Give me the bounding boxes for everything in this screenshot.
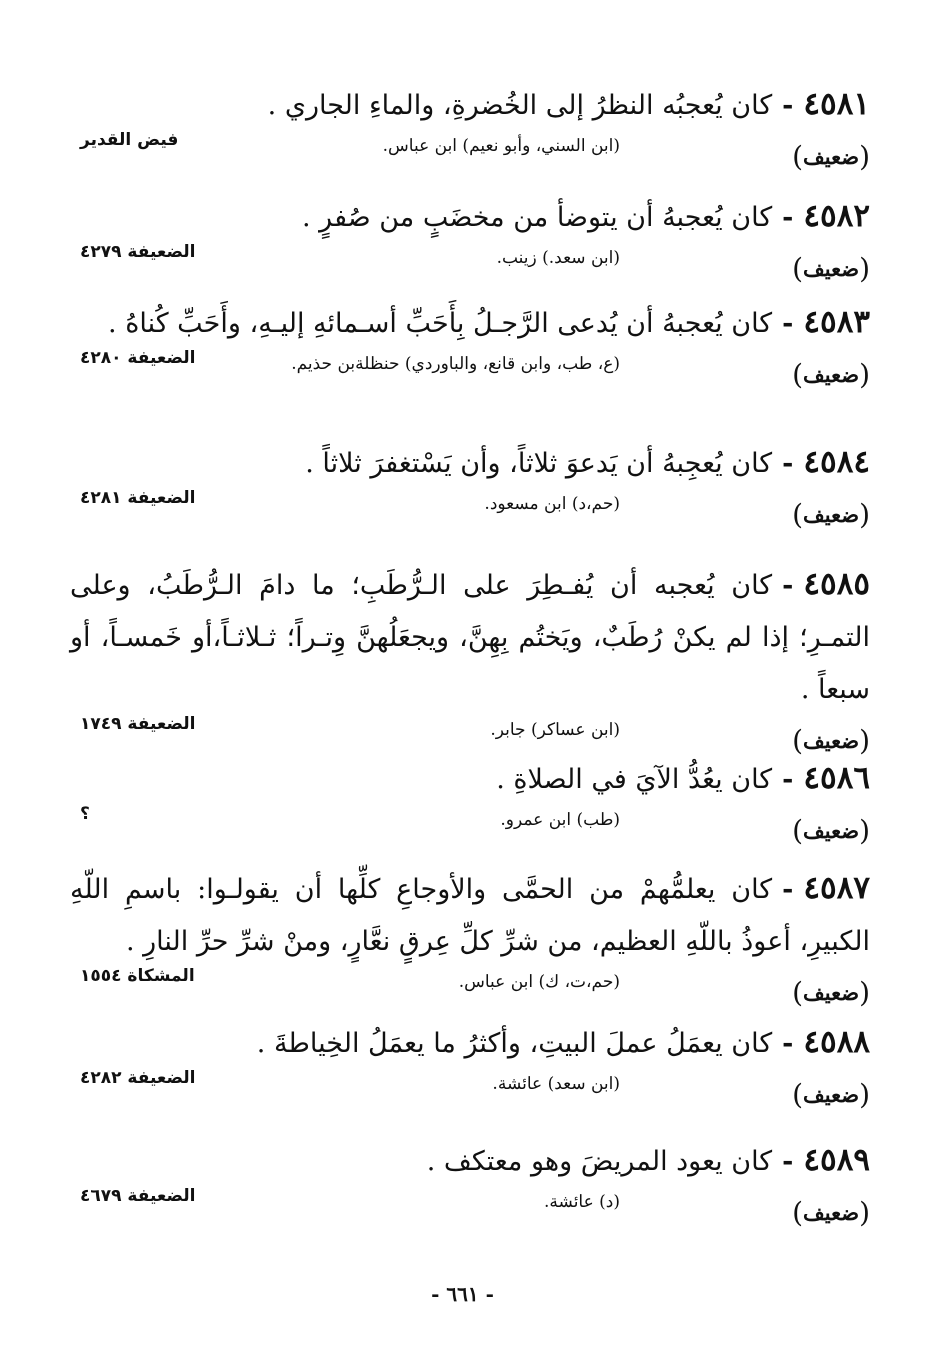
- source-citation: (حم،ت، ك) ابن عباس.: [458, 972, 620, 992]
- number-dash: -: [782, 308, 794, 339]
- hadith-text: كان يعود المريضَ وهو معتكف .: [426, 1146, 773, 1177]
- hadith-entry: [70, 752, 870, 856]
- number-dash: -: [782, 874, 794, 905]
- number-dash: -: [782, 90, 794, 121]
- grade-text: ضعيف: [803, 1082, 860, 1107]
- hadith-entry: [70, 78, 870, 182]
- reference-note: الضعيفة ١٧٤٩: [80, 714, 196, 734]
- hadith-text-block: [70, 78, 870, 132]
- grade-label: (ضعيف): [792, 252, 870, 285]
- grade-label: (ضعيف): [792, 1196, 870, 1229]
- grade-label: (ضعيف): [792, 724, 870, 757]
- hadith-number: ٤٥٨٥: [803, 566, 870, 602]
- grade-text: ضعيف: [803, 980, 860, 1005]
- hadith-number: ٤٥٨٨: [803, 1024, 870, 1060]
- grade-text: ضعيف: [803, 728, 860, 753]
- source-row: [70, 348, 870, 400]
- hadith-text: كان يُعجِبهُ أن يَدعوَ ثلاثاً، وأن يَسْتغفرَ ثلاثاً .: [305, 448, 773, 479]
- hadith-entry: [70, 190, 870, 294]
- source-row: [70, 1186, 870, 1238]
- source-row: [70, 242, 870, 294]
- hadith-text: كان يُعجبهُ أن يُدعى الرَّجـلُ بِأَحَبِّ أسـمائهِ إليـهِ، وأَحَبِّ كُناهُ .: [108, 308, 773, 339]
- hadith-entry: [70, 862, 870, 1018]
- hadith-number: ٤٥٨٧: [803, 870, 870, 906]
- source-citation: (ابن السني، وأبو نعيم) ابن عباس.: [382, 136, 620, 156]
- reference-note: الضعيفة ٤٢٧٩: [80, 242, 196, 262]
- page-number: - ٦٦١ -: [431, 1282, 494, 1306]
- number-dash: -: [782, 764, 794, 795]
- reference-note: فيض القدير: [80, 130, 179, 150]
- hadith-text-block: [70, 190, 870, 244]
- hadith-text-block: [70, 1134, 870, 1188]
- grade-label: (ضعيف): [792, 140, 870, 173]
- hadith-text-block: [70, 1016, 870, 1070]
- hadith-number: ٤٥٨٩: [803, 1142, 870, 1178]
- reference-note: الضعيفة ٤٢٨٢: [80, 1068, 196, 1088]
- hadith-number: ٤٥٨٣: [803, 304, 870, 340]
- hadith-text: كان يُعجبُه النظرُ إلى الخُضرةِ، والماءِ الجاري .: [267, 90, 773, 121]
- grade-text: ضعيف: [803, 1200, 860, 1225]
- source-citation: (حم،د) ابن مسعود.: [484, 494, 620, 514]
- grade-text: ضعيف: [803, 144, 860, 169]
- hadith-text-block: [70, 862, 870, 968]
- number-dash: -: [782, 570, 794, 601]
- hadith-number: ٤٥٨٢: [803, 198, 870, 234]
- reference-note: الضعيفة ٤٢٨١: [80, 488, 196, 508]
- source-citation: (ابن عساكر) جابر.: [490, 720, 620, 740]
- hadith-number: ٤٥٨٤: [803, 444, 870, 480]
- hadith-number: ٤٥٨١: [803, 86, 870, 122]
- hadith-entry: [70, 436, 870, 540]
- hadith-entry: [70, 296, 870, 400]
- hadith-text: كان يعمَلُ عملَ البيتِ، وأكثرُ ما يعمَلُ الخِياطةَ .: [256, 1028, 773, 1059]
- grade-text: ضعيف: [803, 362, 860, 387]
- source-row: [70, 130, 870, 182]
- hadith-entry: [70, 1016, 870, 1120]
- source-citation: (ابن سعد.) زينب.: [496, 248, 620, 268]
- hadith-number: ٤٥٨٦: [803, 760, 870, 796]
- source-citation: (ع، طب، وابن قانع، والباوردي) حنظلةبن حذيم.: [291, 354, 620, 374]
- source-citation: (ابن سعد) عائشة.: [492, 1074, 620, 1094]
- grade-label: (ضعيف): [792, 976, 870, 1009]
- grade-label: (ضعيف): [792, 498, 870, 531]
- number-dash: -: [782, 448, 794, 479]
- hadith-text: كان يُعجبهُ أن يتوضأ من مخضَبٍ من صُفرٍ .: [302, 202, 773, 233]
- hadith-text: كان يعلمُّهمْ من الحمَّى والأوجاعِ كلِّها أن يقولـوا: باسمِ اللّهِ الكبيرِ، أعوذُ باللّهِ العظيم، من شرِّ كلِّ عِرقٍ نعَّارٍ، ومنْ شرِّ حرِّ النارِ .: [70, 874, 870, 957]
- number-dash: -: [782, 1028, 794, 1059]
- grade-text: ضعيف: [803, 818, 860, 843]
- reference-note: الضعيفة ٤٢٨٠: [80, 348, 196, 368]
- hadith-text-block: [70, 558, 870, 716]
- hadith-entry: [70, 558, 870, 766]
- grade-label: (ضعيف): [792, 358, 870, 391]
- source-citation: (طب) ابن عمرو.: [500, 810, 620, 830]
- hadith-text: كان يعُدُّ الآيَ في الصلاةِ .: [496, 764, 773, 795]
- hadith-entry: [70, 1134, 870, 1238]
- reference-note: المشكاة ١٥٥٤: [80, 966, 195, 986]
- source-citation: (د) عائشة.: [544, 1192, 620, 1212]
- source-row: [70, 1068, 870, 1120]
- number-dash: -: [782, 202, 794, 233]
- source-row: [70, 488, 870, 540]
- grade-text: ضعيف: [803, 256, 860, 281]
- grade-label: (ضعيف): [792, 1078, 870, 1111]
- grade-label: (ضعيف): [792, 814, 870, 847]
- hadith-text: كان يُعجبه أن يُفـطِرَ على الـرُّطَبِ؛ ما دامَ الـرُّطَبُ، وعلى التمـرِ؛ إذا لم يكنْ رُطَبٌ، ويَختُم بِهِنَّ، ويجعَلُهنَّ وِتـراً؛ ثـلاثـاً،أو خَمسـاً، أو سبعاً .: [70, 570, 870, 705]
- hadith-text-block: [70, 752, 870, 806]
- source-row: [70, 804, 870, 856]
- hadith-text-block: [70, 296, 870, 350]
- reference-note: ؟: [80, 804, 90, 824]
- grade-text: ضعيف: [803, 502, 860, 527]
- hadith-text-block: [70, 436, 870, 490]
- reference-note: الضعيفة ٤٦٧٩: [80, 1186, 196, 1206]
- number-dash: -: [782, 1146, 794, 1177]
- source-row: [70, 966, 870, 1018]
